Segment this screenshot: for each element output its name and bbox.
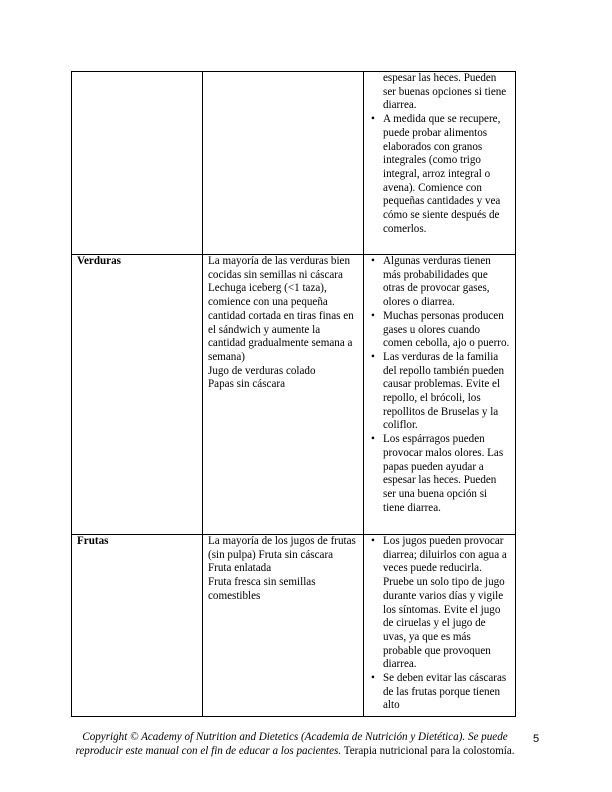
category-label: Verduras — [77, 255, 121, 267]
bullet-icon: • — [371, 255, 375, 267]
note-text: A medida que se recupere, puede probar alimentos elaborados con granos integrales (como trigo integral, arroz integral o avena). Comience con pequeñas cantidades y vea cómo se siente después de comerlos. — [383, 113, 501, 235]
note-text: Los espárragos pueden provocar malos olores. Las papas pueden ayudar a espesar las heces. Pueden ser una buena opción si tiene diarrea. — [383, 433, 504, 514]
recommended-item: Fruta enlatada — [208, 562, 272, 575]
recommended-item: Fruta fresca sin semillas comestibles — [208, 576, 316, 602]
bullet-icon: • — [371, 113, 375, 126]
recommended-cell — [203, 255, 364, 535]
category-cell — [72, 72, 203, 255]
copyright-text: Copyright © Academy of Nutrition and Dietetics (Academia de Nutrición y Dietética). Se puede reproducir este manual con el fin de educar a los pacientes. — [75, 731, 508, 757]
recommended-item: Jugo de verduras colado — [208, 364, 316, 377]
notes-cell — [364, 535, 516, 717]
note-text: Los jugos pueden provocar diarrea; diluirlos con agua a veces puede reducirla. Pruebe un solo tipo de jugo durante varios días y vigile los síntomas. Evite el jugo de ciruelas y el jugo de uvas, ya que es más probable que provoquen diarrea. — [383, 535, 507, 671]
bullet-icon: • — [371, 672, 375, 685]
bullet-icon: • — [371, 433, 375, 446]
note-item — [369, 255, 511, 310]
notes-list — [369, 113, 511, 236]
nutrition-table — [71, 71, 516, 717]
category-cell — [72, 255, 203, 535]
note-text: Las verduras de la familia del repollo también pueden causar problemas. Evite el repollo, el brócoli, los repollitos de Bruselas y la coliflor. — [383, 350, 505, 432]
table-row — [72, 535, 516, 717]
bullet-icon: • — [371, 350, 375, 363]
bullet-icon: • — [371, 309, 375, 322]
copyright-footer — [60, 731, 530, 758]
notes-continuation-text: espesar las heces. Pueden ser buenas opciones si tiene diarrea. — [383, 72, 507, 112]
notes-cell — [364, 72, 516, 255]
notes-continuation — [369, 72, 511, 113]
category-label: Frutas — [77, 535, 109, 547]
table-row — [72, 72, 516, 255]
note-item — [369, 351, 511, 433]
note-item — [369, 113, 511, 236]
bullet-icon: • — [371, 535, 375, 547]
note-item — [369, 672, 511, 713]
table-row — [72, 255, 516, 535]
note-text: Muchas personas producen gases u olores cuando comen cebolla, ajo o puerro. — [383, 309, 510, 350]
note-item — [369, 433, 511, 515]
page-number: 5 — [533, 733, 540, 745]
notes-list — [369, 255, 511, 515]
handout-title: Terapia nutricional para la colostomía. — [341, 744, 515, 757]
note-text: Algunas verduras tienen más probabilidades que otras de provocar gases, olores o diarrea. — [383, 255, 491, 309]
recommended-cell — [203, 72, 364, 255]
recommended-item: La mayoría de las verduras bien cocidas sin semillas ni cáscara — [208, 255, 351, 281]
recommended-item: La mayoría de los jugos de frutas (sin pulpa) Fruta sin cáscara — [208, 535, 356, 561]
category-cell — [72, 535, 203, 717]
recommended-item: Lechuga iceberg (<1 taza), comience con una pequeña cantidad cortada en tiras finas en el sándwich y aumente la cantidad gradualmente semana a semana) — [208, 282, 354, 363]
note-item — [369, 310, 511, 351]
recommended-cell — [203, 535, 364, 717]
notes-list — [369, 535, 511, 713]
recommended-item: Papas sin cáscara — [208, 378, 286, 391]
note-item — [369, 535, 511, 672]
notes-cell — [364, 255, 516, 535]
note-text: Se deben evitar las cáscaras de las frutas porque tienen alto — [383, 672, 507, 712]
